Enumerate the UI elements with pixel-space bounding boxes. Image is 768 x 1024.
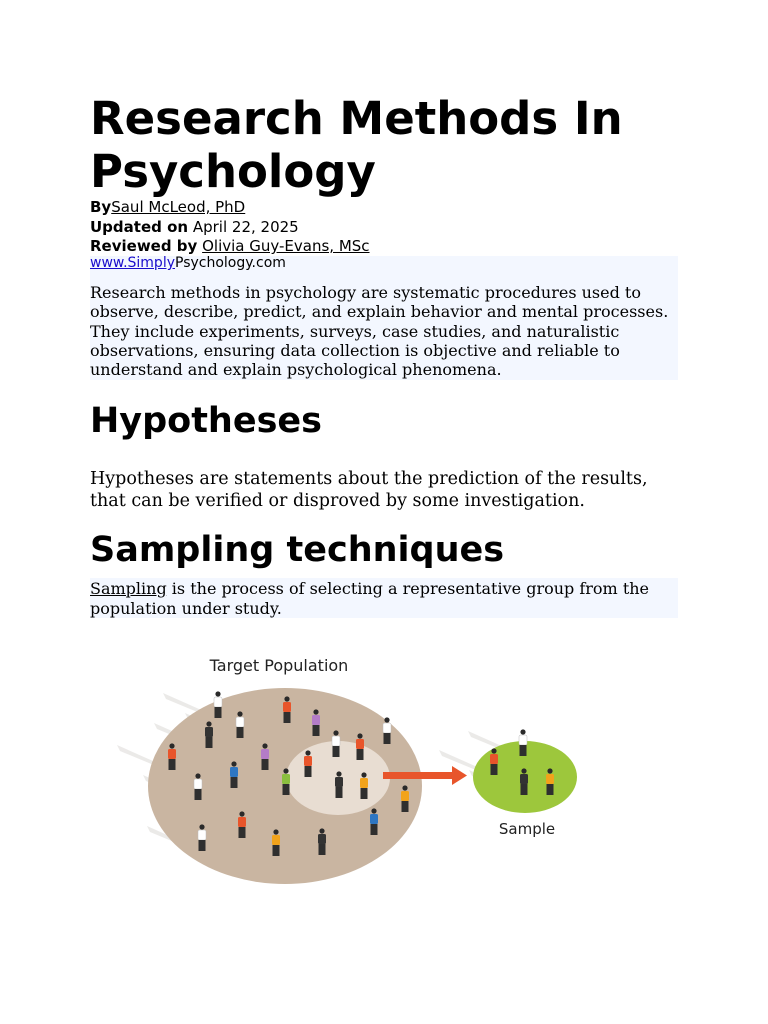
updated-label: Updated on: [90, 218, 189, 236]
source-rest: Psychology.com: [175, 255, 286, 271]
sampling-text: is the process of selecting a representative group from the population under study.: [90, 579, 650, 618]
person-figure: [214, 691, 222, 718]
sampling-link[interactable]: Sampling: [90, 579, 167, 598]
source-link[interactable]: www.Simply: [90, 255, 175, 271]
sample-label: Sample: [498, 820, 556, 838]
reviewed-label: Reviewed by: [90, 237, 198, 255]
page-title: Research Methods In Psychology: [90, 92, 623, 198]
target-population-label: Target Population: [209, 656, 349, 675]
updated-date: April 22, 2025: [192, 218, 299, 236]
by-label: By: [90, 198, 112, 216]
reviewer-link[interactable]: Olivia Guy-Evans, MSc: [202, 237, 370, 255]
hypotheses-text: Hypotheses are statements about the prediction of the results, that can be verified or disproved by some investigation.: [90, 469, 648, 511]
person-figure: [519, 729, 527, 756]
hypotheses-heading: Hypotheses: [90, 401, 322, 441]
author-link[interactable]: Saul McLeod, PhD: [111, 198, 246, 216]
sampling-heading: Sampling techniques: [90, 530, 505, 570]
intro-text: Research methods in psychology are systematic procedures used to observe, describe, predict, and explain behavior and mental processes. They include experiments, surveys, case studies, and naturalistic observations, ensuring data collection is objective and reliable to understand and explain psychological phenomena.: [90, 283, 669, 380]
